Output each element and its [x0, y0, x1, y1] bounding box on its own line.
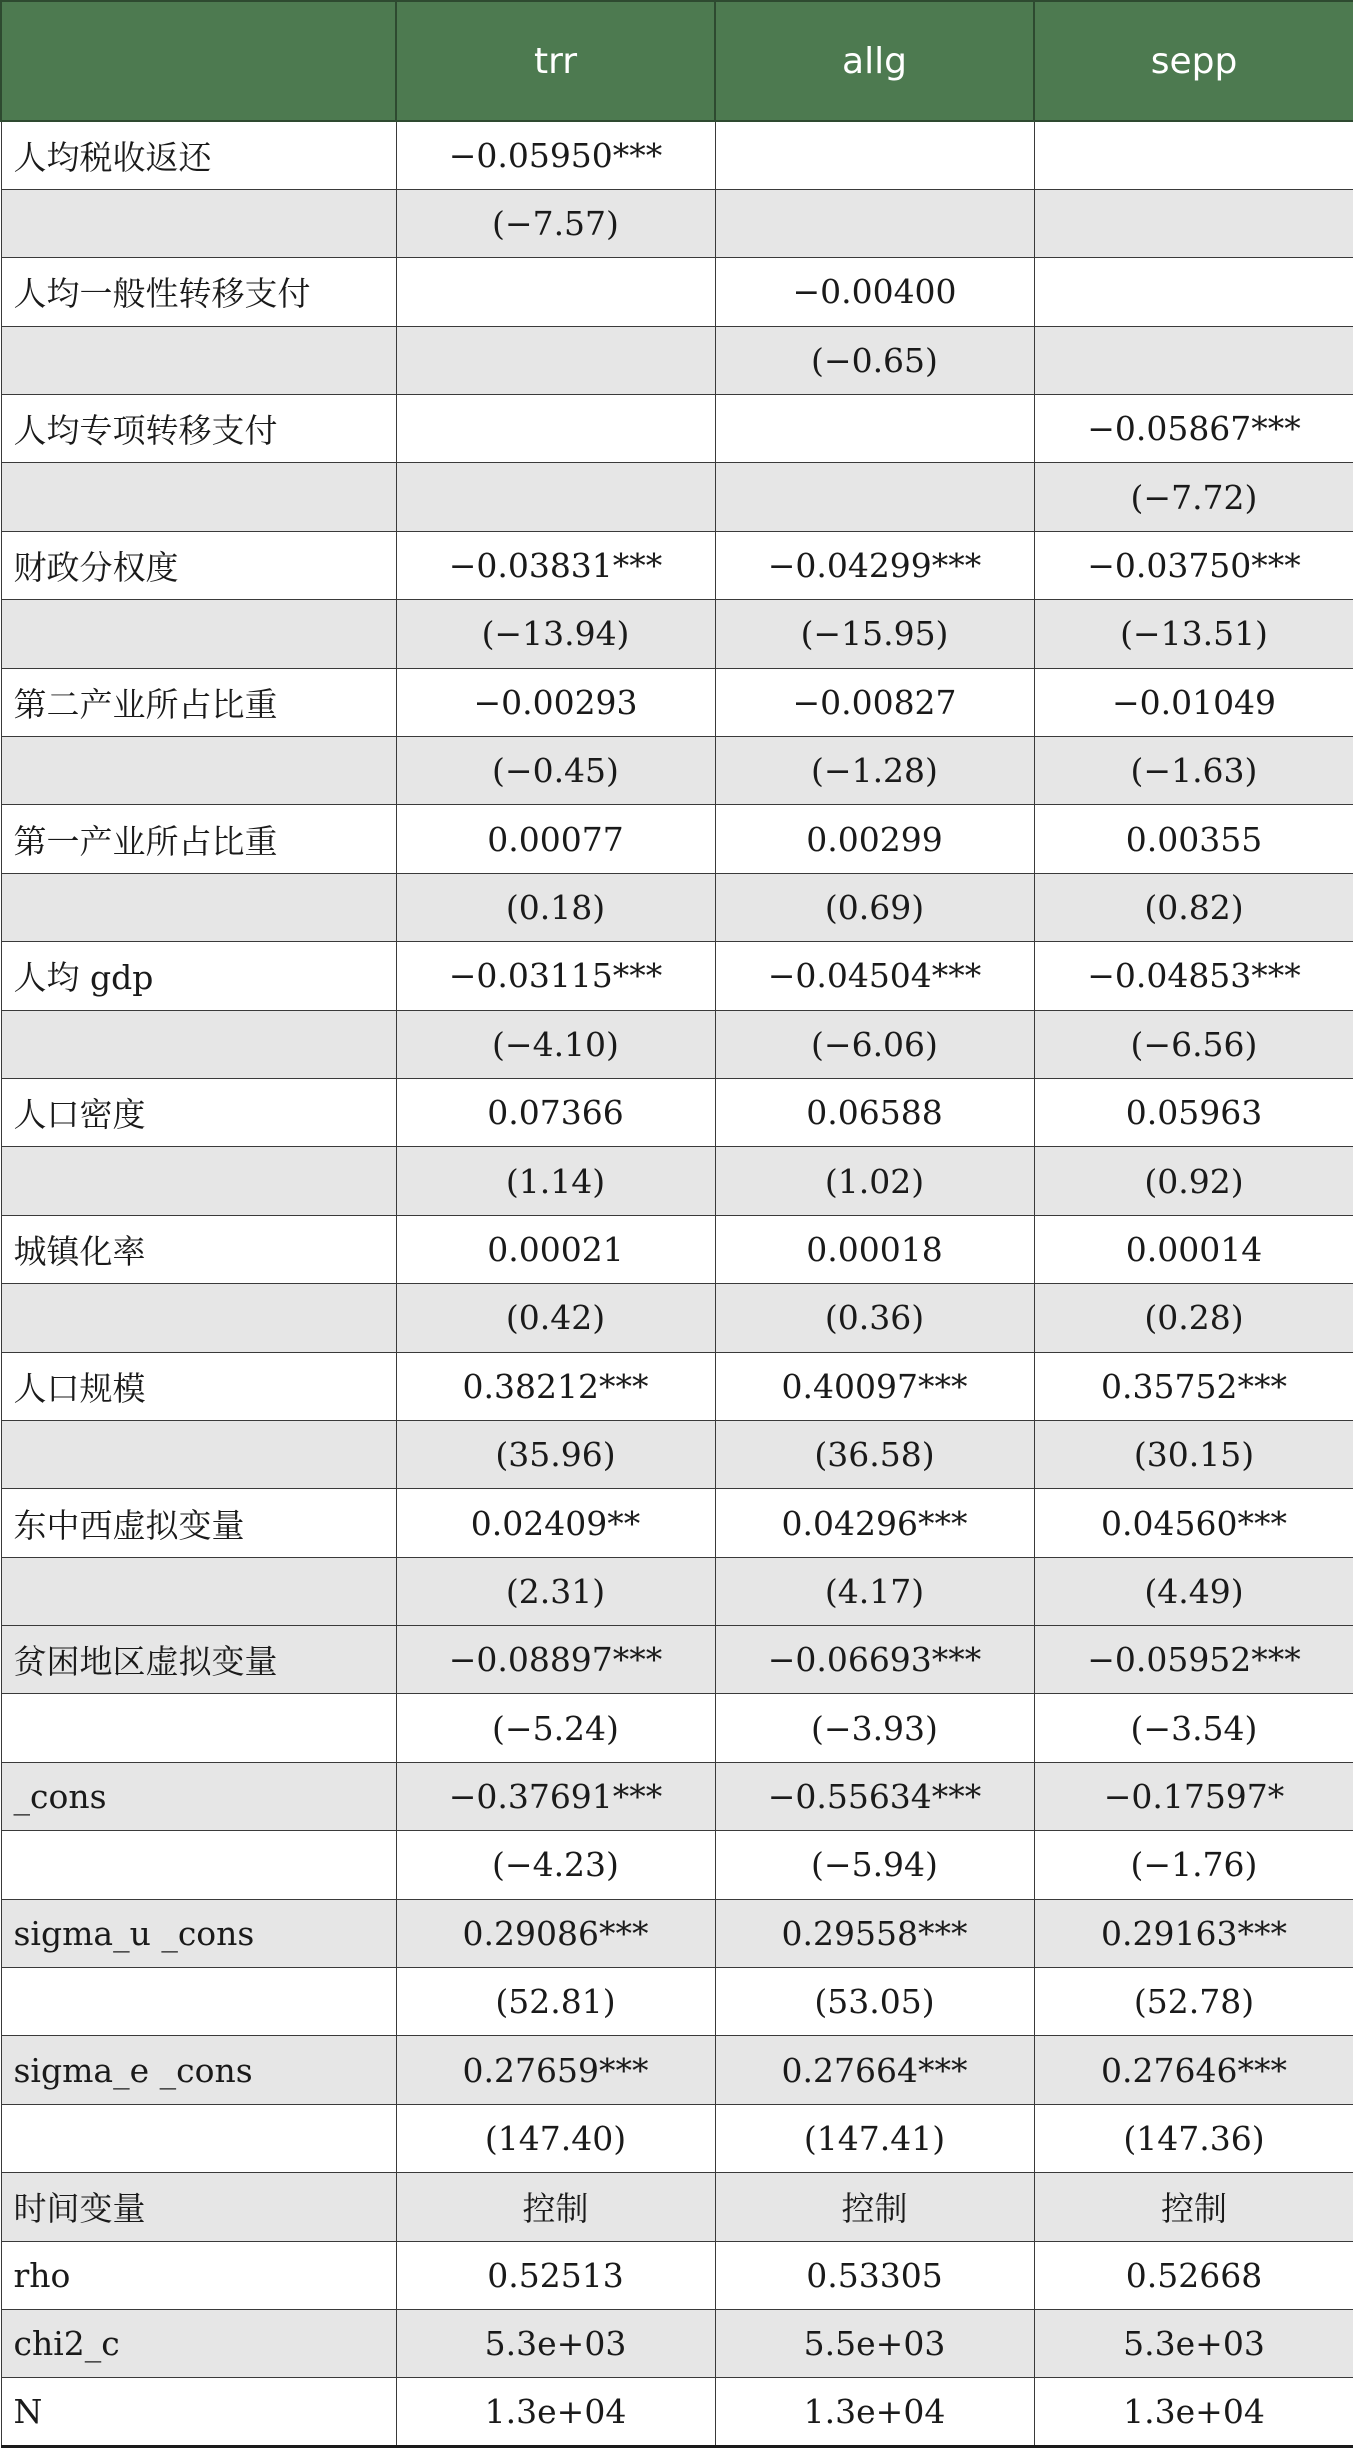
trr-value-cell: 0.29086***: [396, 1899, 715, 1967]
trr-value-cell: (−4.10): [396, 1010, 715, 1078]
table-row: [1, 1968, 1353, 2036]
allg-value-cell: 5.5e+03: [715, 2310, 1034, 2378]
table-row: [1, 1420, 1353, 1488]
variable-label-cell: N: [1, 2378, 396, 2446]
table-row: [1, 1147, 1353, 1215]
trr-value-cell: 0.02409**: [396, 1489, 715, 1557]
trr-value-cell: 0.52513: [396, 2241, 715, 2309]
trr-value-cell: −0.03831***: [396, 531, 715, 599]
variable-label-cell: [1, 1284, 396, 1352]
allg-value-cell: −0.00400: [715, 258, 1034, 326]
table-row: [1, 2036, 1353, 2104]
allg-value-cell: (0.69): [715, 873, 1034, 941]
sepp-value-cell: 0.05963: [1034, 1078, 1353, 1146]
variable-label-cell: [1, 1831, 396, 1899]
variable-label-cell: rho: [1, 2241, 396, 2309]
trr-value-cell: (35.96): [396, 1420, 715, 1488]
variable-label-cell: 人均 gdp: [1, 942, 396, 1010]
allg-value-cell: 0.40097***: [715, 1352, 1034, 1420]
trr-value-cell: 1.3e+04: [396, 2378, 715, 2446]
trr-value-cell: −0.03115***: [396, 942, 715, 1010]
variable-label-cell: [1, 873, 396, 941]
allg-value-cell: −0.04299***: [715, 531, 1034, 599]
allg-value-cell: 0.00018: [715, 1215, 1034, 1283]
variable-label-cell: 第二产业所占比重: [1, 668, 396, 736]
variable-label-cell: [1, 2104, 396, 2172]
sepp-value-cell: −0.05952***: [1034, 1626, 1353, 1694]
table-row: [1, 1010, 1353, 1078]
table-row: [1, 1694, 1353, 1762]
trr-value-cell: (−0.45): [396, 737, 715, 805]
variable-label-cell: [1, 189, 396, 257]
allg-value-cell: (147.41): [715, 2104, 1034, 2172]
sepp-value-cell: (−6.56): [1034, 1010, 1353, 1078]
trr-value-cell: [396, 463, 715, 531]
table-row: [1, 189, 1353, 257]
table-row: [1, 873, 1353, 941]
sepp-value-cell: 1.3e+04: [1034, 2378, 1353, 2446]
table-row: [1, 326, 1353, 394]
allg-value-cell: (1.02): [715, 1147, 1034, 1215]
variable-label-cell: 城镇化率: [1, 1215, 396, 1283]
sepp-value-cell: [1034, 326, 1353, 394]
trr-value-cell: (0.42): [396, 1284, 715, 1352]
trr-value-cell: (2.31): [396, 1557, 715, 1625]
allg-value-cell: (−6.06): [715, 1010, 1034, 1078]
allg-value-cell: (36.58): [715, 1420, 1034, 1488]
table-row: [1, 1626, 1353, 1694]
variable-label-cell: [1, 1010, 396, 1078]
sepp-value-cell: −0.03750***: [1034, 531, 1353, 599]
table-row: [1, 2104, 1353, 2172]
allg-value-cell: (−5.94): [715, 1831, 1034, 1899]
header-row: [1, 1, 1353, 121]
allg-value-cell: 0.00299: [715, 805, 1034, 873]
sepp-value-cell: (−7.72): [1034, 463, 1353, 531]
trr-value-cell: 控制: [396, 2173, 715, 2241]
trr-value-cell: 0.38212***: [396, 1352, 715, 1420]
table-row: [1, 2378, 1353, 2446]
trr-value-cell: [396, 258, 715, 326]
variable-label-cell: sigma_e _cons: [1, 2036, 396, 2104]
table-row: [1, 463, 1353, 531]
variable-label-cell: [1, 1968, 396, 2036]
allg-value-cell: (−1.28): [715, 737, 1034, 805]
variable-label-cell: [1, 1694, 396, 1762]
header-cell-sepp: sepp: [1034, 1, 1353, 121]
variable-label-cell: 人口密度: [1, 1078, 396, 1146]
trr-value-cell: 0.07366: [396, 1078, 715, 1146]
variable-label-cell: [1, 463, 396, 531]
allg-value-cell: 0.04296***: [715, 1489, 1034, 1557]
variable-label-cell: 东中西虚拟变量: [1, 1489, 396, 1557]
allg-value-cell: −0.04504***: [715, 942, 1034, 1010]
trr-value-cell: (0.18): [396, 873, 715, 941]
sepp-value-cell: (−13.51): [1034, 600, 1353, 668]
sepp-value-cell: 0.29163***: [1034, 1899, 1353, 1967]
sepp-value-cell: 0.04560***: [1034, 1489, 1353, 1557]
allg-value-cell: [715, 121, 1034, 189]
trr-value-cell: [396, 326, 715, 394]
trr-value-cell: 0.00021: [396, 1215, 715, 1283]
table-row: [1, 2173, 1353, 2241]
sepp-value-cell: −0.04853***: [1034, 942, 1353, 1010]
variable-label-cell: sigma_u _cons: [1, 1899, 396, 1967]
table-row: [1, 531, 1353, 599]
sepp-value-cell: 0.52668: [1034, 2241, 1353, 2309]
sepp-value-cell: [1034, 189, 1353, 257]
variable-label-cell: 人均一般性转移支付: [1, 258, 396, 326]
trr-value-cell: [396, 395, 715, 463]
allg-value-cell: 0.27664***: [715, 2036, 1034, 2104]
variable-label-cell: [1, 1147, 396, 1215]
allg-value-cell: −0.00827: [715, 668, 1034, 736]
allg-value-cell: [715, 395, 1034, 463]
variable-label-cell: [1, 1420, 396, 1488]
variable-label-cell: 人均专项转移支付: [1, 395, 396, 463]
variable-label-cell: [1, 326, 396, 394]
allg-value-cell: (−3.93): [715, 1694, 1034, 1762]
trr-value-cell: −0.00293: [396, 668, 715, 736]
trr-value-cell: (−5.24): [396, 1694, 715, 1762]
table-row: [1, 805, 1353, 873]
allg-value-cell: (−0.65): [715, 326, 1034, 394]
trr-value-cell: (1.14): [396, 1147, 715, 1215]
trr-value-cell: −0.08897***: [396, 1626, 715, 1694]
sepp-value-cell: −0.17597*: [1034, 1762, 1353, 1830]
trr-value-cell: −0.37691***: [396, 1762, 715, 1830]
table-row: [1, 1078, 1353, 1146]
trr-value-cell: (−4.23): [396, 1831, 715, 1899]
allg-value-cell: [715, 189, 1034, 257]
allg-value-cell: 0.06588: [715, 1078, 1034, 1146]
sepp-value-cell: −0.01049: [1034, 668, 1353, 736]
variable-label-cell: 时间变量: [1, 2173, 396, 2241]
allg-value-cell: (4.17): [715, 1557, 1034, 1625]
sepp-value-cell: (30.15): [1034, 1420, 1353, 1488]
header-cell-variable: [1, 1, 396, 121]
table-row: [1, 1762, 1353, 1830]
sepp-value-cell: 0.00014: [1034, 1215, 1353, 1283]
table-header: [1, 1, 1353, 121]
allg-value-cell: (0.36): [715, 1284, 1034, 1352]
sepp-value-cell: [1034, 258, 1353, 326]
sepp-value-cell: 0.00355: [1034, 805, 1353, 873]
sepp-value-cell: (4.49): [1034, 1557, 1353, 1625]
header-cell-trr: trr: [396, 1, 715, 121]
table-row: [1, 2241, 1353, 2309]
allg-value-cell: 控制: [715, 2173, 1034, 2241]
table-row: [1, 1899, 1353, 1967]
variable-label-cell: [1, 1557, 396, 1625]
table-row: [1, 1215, 1353, 1283]
sepp-value-cell: (−1.63): [1034, 737, 1353, 805]
table-row: [1, 2310, 1353, 2378]
sepp-value-cell: 5.3e+03: [1034, 2310, 1353, 2378]
table-row: [1, 1557, 1353, 1625]
table-row: [1, 1352, 1353, 1420]
allg-value-cell: −0.55634***: [715, 1762, 1034, 1830]
allg-value-cell: (−15.95): [715, 600, 1034, 668]
trr-value-cell: (52.81): [396, 1968, 715, 2036]
trr-value-cell: (−7.57): [396, 189, 715, 257]
trr-value-cell: 5.3e+03: [396, 2310, 715, 2378]
trr-value-cell: 0.27659***: [396, 2036, 715, 2104]
table-row: [1, 737, 1353, 805]
sepp-value-cell: (−1.76): [1034, 1831, 1353, 1899]
sepp-value-cell: 控制: [1034, 2173, 1353, 2241]
sepp-value-cell: (147.36): [1034, 2104, 1353, 2172]
variable-label-cell: [1, 737, 396, 805]
sepp-value-cell: (0.92): [1034, 1147, 1353, 1215]
table-row: [1, 1489, 1353, 1557]
variable-label-cell: chi2_c: [1, 2310, 396, 2378]
allg-value-cell: [715, 463, 1034, 531]
sepp-value-cell: −0.05867***: [1034, 395, 1353, 463]
table-row: [1, 258, 1353, 326]
table-body: [1, 121, 1353, 2446]
trr-value-cell: −0.05950***: [396, 121, 715, 189]
trr-value-cell: 0.00077: [396, 805, 715, 873]
header-cell-allg: allg: [715, 1, 1034, 121]
trr-value-cell: (−13.94): [396, 600, 715, 668]
variable-label-cell: 人均税收返还: [1, 121, 396, 189]
table-row: [1, 395, 1353, 463]
allg-value-cell: 0.29558***: [715, 1899, 1034, 1967]
sepp-value-cell: 0.27646***: [1034, 2036, 1353, 2104]
variable-label-cell: 人口规模: [1, 1352, 396, 1420]
table-row: [1, 121, 1353, 189]
table-row: [1, 600, 1353, 668]
variable-label-cell: 第一产业所占比重: [1, 805, 396, 873]
variable-label-cell: 财政分权度: [1, 531, 396, 599]
allg-value-cell: 1.3e+04: [715, 2378, 1034, 2446]
sepp-value-cell: (0.28): [1034, 1284, 1353, 1352]
trr-value-cell: (147.40): [396, 2104, 715, 2172]
table-row: [1, 1284, 1353, 1352]
allg-value-cell: (53.05): [715, 1968, 1034, 2036]
sepp-value-cell: [1034, 121, 1353, 189]
table-row: [1, 668, 1353, 736]
variable-label-cell: _cons: [1, 1762, 396, 1830]
table-row: [1, 1831, 1353, 1899]
variable-label-cell: [1, 600, 396, 668]
sepp-value-cell: (−3.54): [1034, 1694, 1353, 1762]
sepp-value-cell: 0.35752***: [1034, 1352, 1353, 1420]
allg-value-cell: −0.06693***: [715, 1626, 1034, 1694]
sepp-value-cell: (0.82): [1034, 873, 1353, 941]
table-row: [1, 942, 1353, 1010]
sepp-value-cell: (52.78): [1034, 1968, 1353, 2036]
variable-label-cell: 贫困地区虚拟变量: [1, 1626, 396, 1694]
allg-value-cell: 0.53305: [715, 2241, 1034, 2309]
